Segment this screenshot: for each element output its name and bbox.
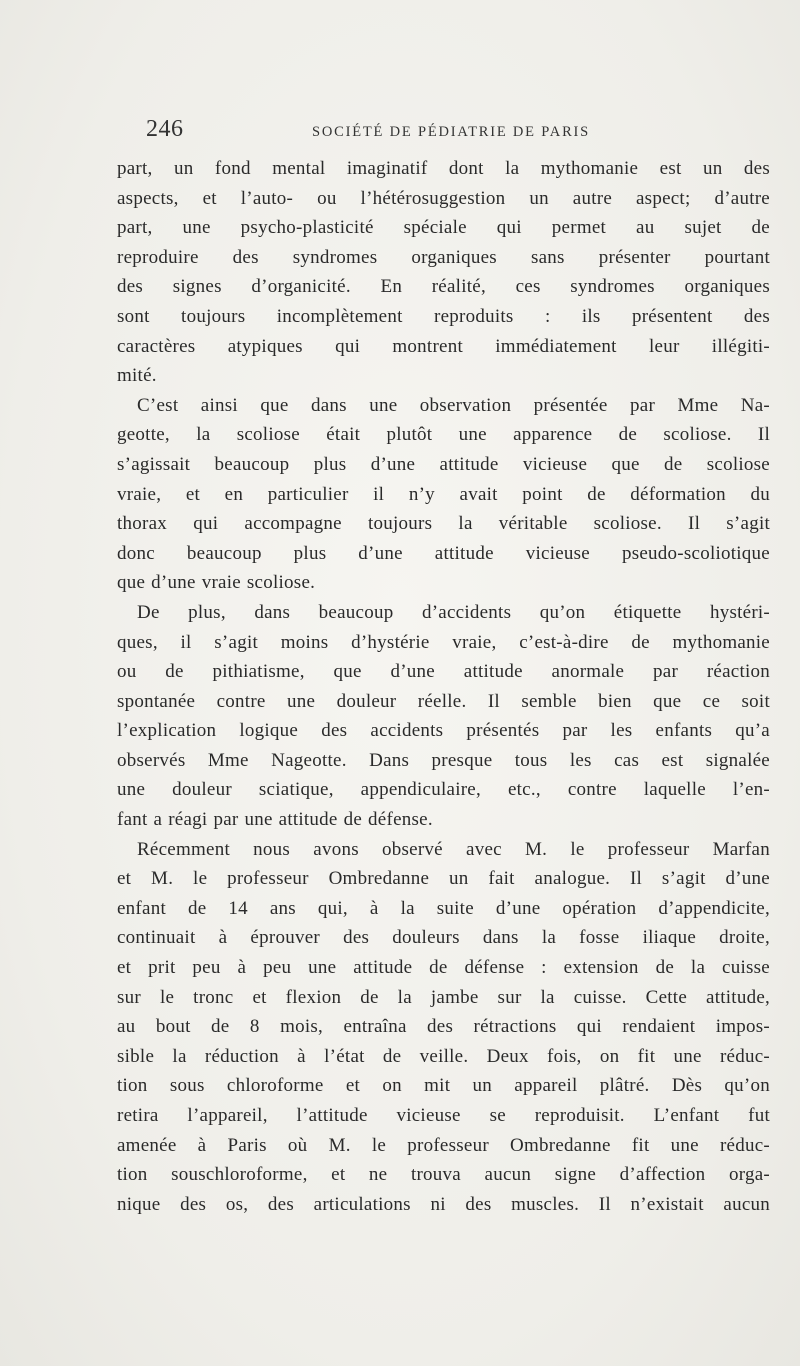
text-line: fant a réagi par une attitude de défense.: [117, 809, 433, 831]
text-line: tion sous chloroforme et on mit un appareil plâtré. Dès qu’on: [117, 1075, 770, 1097]
text-line: sur le tronc et flexion de la jambe sur la cuisse. Cette attitude,: [117, 986, 770, 1008]
text-line: vraie, et en particulier il n’y avait point de déformation du: [117, 483, 770, 505]
body-text: [117, 154, 770, 1219]
running-head: SOCIÉTÉ DE PÉDIATRIE DE PARIS: [312, 124, 591, 140]
text-line: que d’une vraie scoliose.: [117, 572, 316, 594]
text-line: des signes d’organicité. En réalité, ces syndromes organiques: [117, 276, 770, 298]
text-line: et M. le professeur Ombredanne un fait analogue. Il s’agit d’une: [117, 868, 770, 890]
text-line: C’est ainsi que dans une observation présentée par Mme Na-: [137, 394, 770, 416]
text-line: sible la réduction à l’état de veille. Deux fois, on fit une réduc-: [117, 1045, 770, 1067]
text-line: sont toujours incomplètement reproduits : ils présentent des: [117, 305, 770, 327]
text-line: ques, il s’agit moins d’hystérie vraie, c’est-à-dire de mythomanie: [117, 631, 770, 653]
page-header: [146, 116, 666, 146]
text-line: reproduire des syndromes organiques sans présenter pourtant: [117, 246, 770, 268]
text-line: et prit peu à peu une attitude de défense : extension de la cuisse: [117, 957, 770, 979]
text-line: spontanée contre une douleur réelle. Il semble bien que ce soit: [117, 690, 770, 712]
text-line: aspects, et l’auto- ou l’hétérosuggestion un autre aspect; d’autre: [117, 187, 770, 209]
text-line: geotte, la scoliose était plutôt une apparence de scoliose. Il: [117, 424, 770, 446]
text-line: amenée à Paris où M. le professeur Ombredanne fit une réduc-: [117, 1134, 770, 1156]
page-number: 246: [146, 116, 184, 142]
text-line: retira l’appareil, l’attitude vicieuse se reproduisit. L’enfant fut: [117, 1105, 770, 1126]
text-line: part, une psycho-plasticité spéciale qui permet au sujet de: [117, 217, 770, 239]
text-line: donc beaucoup plus d’une attitude vicieuse pseudo-scoliotique: [117, 542, 770, 564]
text-line: tion souschloroforme, et ne trouva aucun signe d’affection orga-: [117, 1164, 770, 1186]
text-line: nique des os, des articulations ni des muscles. Il n’existait aucun: [117, 1193, 770, 1215]
text-line: ou de pithiatisme, que d’une attitude anormale par réaction: [117, 661, 770, 683]
text-line: une douleur sciatique, appendiculaire, etc., contre laquelle l’en-: [117, 779, 770, 801]
text-line: s’agissait beaucoup plus d’une attitude vicieuse que de scoliose: [117, 453, 770, 475]
text-line: observés Mme Nageotte. Dans presque tous les cas est signalée: [117, 749, 770, 771]
text-line: au bout de 8 mois, entraîna des rétractions qui rendaient impos-: [117, 1016, 770, 1038]
text-line: part, un fond mental imaginatif dont la mythomanie est un des: [117, 158, 770, 179]
text-line: Récemment nous avons observé avec M. le professeur Marfan: [137, 838, 770, 860]
text-line: continuait à éprouver des douleurs dans la fosse iliaque droite,: [117, 927, 770, 949]
text-line: enfant de 14 ans qui, à la suite d’une opération d’appendicite,: [117, 897, 770, 919]
text-line: l’explication logique des accidents présentés par les enfants qu’a: [117, 720, 770, 742]
text-line: De plus, dans beaucoup d’accidents qu’on étiquette hystéri-: [137, 601, 770, 623]
text-line: caractères atypiques qui montrent immédiatement leur illégiti-: [117, 335, 770, 357]
text-line: thorax qui accompagne toujours la véritable scoliose. Il s’agit: [117, 513, 770, 535]
text-line: mité.: [117, 365, 157, 387]
